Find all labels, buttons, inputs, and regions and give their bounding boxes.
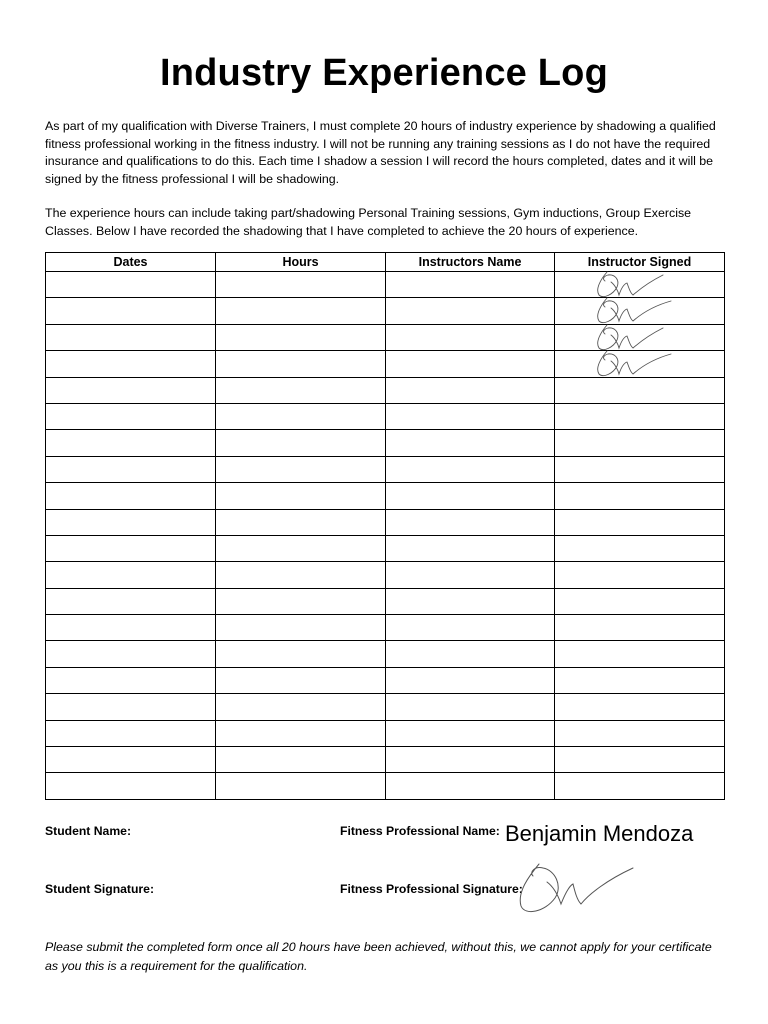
hours-cell[interactable]: [216, 535, 386, 561]
instructor-name-cell[interactable]: [386, 351, 555, 377]
instructor-signed-cell[interactable]: [555, 324, 725, 350]
student-signature-label: Student Signature:: [45, 882, 155, 896]
hours-cell[interactable]: [216, 430, 386, 456]
table-row: [46, 562, 725, 588]
hours-cell[interactable]: [216, 298, 386, 324]
date-cell[interactable]: [46, 377, 216, 403]
date-cell[interactable]: [46, 615, 216, 641]
table-row: [46, 641, 725, 667]
fitness-professional-name-label: Fitness Professional Name:: [340, 824, 500, 838]
date-cell[interactable]: [46, 456, 216, 482]
table-row: [46, 430, 725, 456]
instructor-name-cell[interactable]: [386, 456, 555, 482]
table-row: [46, 509, 725, 535]
date-cell[interactable]: [46, 641, 216, 667]
table-row: [46, 483, 725, 509]
header-hours: Hours: [216, 253, 386, 272]
date-cell[interactable]: [46, 747, 216, 773]
instructor-signed-cell[interactable]: [555, 588, 725, 614]
instructor-signed-cell[interactable]: [555, 430, 725, 456]
date-cell[interactable]: [46, 324, 216, 350]
instructor-name-cell[interactable]: [386, 535, 555, 561]
instructor-signed-cell[interactable]: [555, 483, 725, 509]
instructor-name-cell[interactable]: [386, 667, 555, 693]
instructor-signed-cell[interactable]: [555, 403, 725, 429]
hours-cell[interactable]: [216, 667, 386, 693]
table-row: [46, 667, 725, 693]
hours-cell[interactable]: [216, 641, 386, 667]
instructor-name-cell[interactable]: [386, 588, 555, 614]
header-instructors-name: Instructors Name: [386, 253, 555, 272]
student-name-label: Student Name:: [45, 824, 131, 838]
date-cell[interactable]: [46, 430, 216, 456]
hours-cell[interactable]: [216, 615, 386, 641]
instructor-name-cell[interactable]: [386, 641, 555, 667]
instructor-name-cell[interactable]: [386, 562, 555, 588]
date-cell[interactable]: [46, 562, 216, 588]
header-dates: Dates: [46, 253, 216, 272]
hours-cell[interactable]: [216, 747, 386, 773]
table-row: [46, 272, 725, 298]
date-cell[interactable]: [46, 403, 216, 429]
hours-cell[interactable]: [216, 324, 386, 350]
table-row: [46, 615, 725, 641]
instructor-signed-cell[interactable]: [555, 377, 725, 403]
date-cell[interactable]: [46, 588, 216, 614]
hours-cell[interactable]: [216, 509, 386, 535]
table-row: [46, 403, 725, 429]
hours-cell[interactable]: [216, 773, 386, 799]
date-cell[interactable]: [46, 351, 216, 377]
instructor-name-cell[interactable]: [386, 773, 555, 799]
table-row: [46, 324, 725, 350]
date-cell[interactable]: [46, 720, 216, 746]
page-title: Industry Experience Log: [159, 52, 609, 94]
date-cell[interactable]: [46, 694, 216, 720]
table-row: [46, 351, 725, 377]
date-cell[interactable]: [46, 483, 216, 509]
table-row: [46, 456, 725, 482]
date-cell[interactable]: [46, 298, 216, 324]
hours-cell[interactable]: [216, 483, 386, 509]
instructor-name-cell[interactable]: [386, 483, 555, 509]
date-cell[interactable]: [46, 272, 216, 298]
instructor-signed-cell[interactable]: [555, 272, 725, 298]
instructor-signed-cell[interactable]: [555, 562, 725, 588]
table-row: [46, 747, 725, 773]
instructor-name-cell[interactable]: [386, 694, 555, 720]
hours-cell[interactable]: [216, 562, 386, 588]
fitness-professional-signature-label: Fitness Professional Signature:: [340, 882, 523, 896]
hours-cell[interactable]: [216, 351, 386, 377]
instructor-name-cell[interactable]: [386, 430, 555, 456]
instructor-signature: [593, 348, 679, 378]
fitness-professional-signature: [515, 858, 640, 916]
instructor-name-cell[interactable]: [386, 403, 555, 429]
table-row: [46, 377, 725, 403]
instructor-signed-cell[interactable]: [555, 535, 725, 561]
experience-log-table: [45, 252, 725, 800]
instructor-name-cell[interactable]: [386, 747, 555, 773]
table-row: [46, 694, 725, 720]
hours-cell[interactable]: [216, 720, 386, 746]
hours-cell[interactable]: [216, 403, 386, 429]
instructor-signed-cell[interactable]: [555, 298, 725, 324]
header-instructor-signed: Instructor Signed: [555, 253, 725, 272]
instructor-name-cell[interactable]: [386, 720, 555, 746]
instructor-signed-cell[interactable]: [555, 773, 725, 799]
table-row: [46, 720, 725, 746]
table-row: [46, 588, 725, 614]
instructor-name-cell[interactable]: [386, 272, 555, 298]
date-cell[interactable]: [46, 509, 216, 535]
table-row: [46, 298, 725, 324]
table-body: [46, 272, 725, 800]
hours-cell[interactable]: [216, 272, 386, 298]
instructor-signed-cell[interactable]: [555, 694, 725, 720]
hours-cell[interactable]: [216, 456, 386, 482]
instructor-name-cell[interactable]: [386, 615, 555, 641]
instructor-signed-cell[interactable]: [555, 509, 725, 535]
footer-note: Please submit the completed form once all 20 hours have been achieved, without this, we cannot apply for your certificate as you this is a requirement for the qualification.: [45, 940, 712, 973]
instructor-name-cell[interactable]: [386, 377, 555, 403]
instructor-signed-cell[interactable]: [555, 720, 725, 746]
table-row: [46, 535, 725, 561]
instructor-name-cell[interactable]: [386, 298, 555, 324]
instructor-signed-cell[interactable]: [555, 747, 725, 773]
experience-paragraph: The experience hours can include taking part/shadowing Personal Training sessions, Gym inductions, Group Exercise Classes. Below I have recorded the shadowing that I have completed to achieve the 20 hours of experience.: [45, 206, 692, 238]
instructor-name-cell[interactable]: [386, 509, 555, 535]
intro-paragraph: As part of my qualification with Diverse Trainers, I must complete 20 hours of industry experience by shadowing a qualified fitness professional working in the fitness industry. I will not be running any training sessions as I do not have the required insurance and qualifications to do this. Each time I shadow a session I will record the hours completed, dates and it will be signed by the fitness professional I will be shadowing.: [45, 119, 716, 186]
instructor-signed-cell[interactable]: [555, 615, 725, 641]
fitness-professional-name-value[interactable]: Benjamin Mendoza: [505, 821, 694, 846]
hours-cell[interactable]: [216, 694, 386, 720]
table-row: [46, 773, 725, 799]
instructor-signed-cell[interactable]: [555, 667, 725, 693]
instructor-signed-cell[interactable]: [555, 456, 725, 482]
hours-cell[interactable]: [216, 588, 386, 614]
instructor-name-cell[interactable]: [386, 324, 555, 350]
hours-cell[interactable]: [216, 377, 386, 403]
date-cell[interactable]: [46, 773, 216, 799]
date-cell[interactable]: [46, 667, 216, 693]
instructor-signed-cell[interactable]: [555, 641, 725, 667]
instructor-signed-cell[interactable]: [555, 351, 725, 377]
date-cell[interactable]: [46, 535, 216, 561]
